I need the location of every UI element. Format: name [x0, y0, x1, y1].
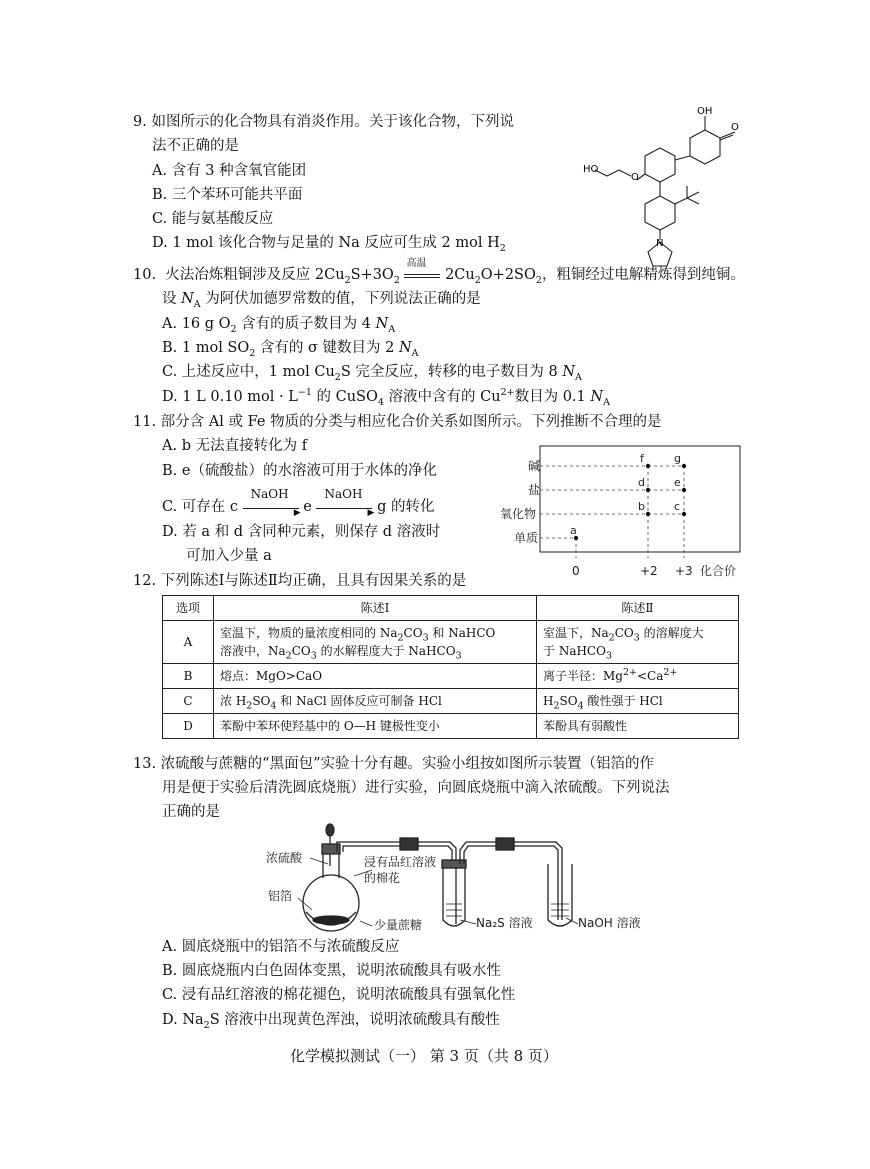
- rubber-connector-1: [400, 838, 418, 850]
- q11-option-a: A. b 无法直接转化为 f: [162, 438, 308, 454]
- benzene-ring-middle: [645, 148, 675, 182]
- ho-label: HO: [583, 164, 599, 175]
- point-b: [646, 512, 650, 516]
- q9-option-c: C. 能与氨基酸反应: [152, 211, 274, 227]
- y-label-oxide: 氧化物: [500, 507, 537, 521]
- label-na2s-solution: Na₂S 溶液: [476, 916, 533, 930]
- q9-option-a: A. 含有 3 种含氧官能团: [152, 163, 307, 179]
- q13-option-a: A. 圆底烧瓶中的铝箔不与浓硫酸反应: [162, 939, 400, 955]
- q12-stem: 12. 下列陈述Ⅰ与陈述Ⅱ均正确，且具有因果关系的是: [133, 573, 467, 589]
- q13-option-d: D. $Na_2S$ 溶液中出现黄色浑浊，说明浓硫酸具有酸性: [162, 1012, 500, 1031]
- y-label-element: 单质: [514, 531, 539, 545]
- q11-valence-chart: [500, 442, 750, 584]
- label-naoh-solution: NaOH 溶液: [578, 916, 641, 930]
- test-tube-na2s: [443, 864, 465, 926]
- point-label-f: f: [640, 452, 644, 465]
- benzene-ring-bottom: [645, 196, 675, 230]
- page-footer: 化学模拟测试（一） 第 3 页（共 8 页）: [290, 1047, 558, 1065]
- q10-option-d: D. 1 L 0.10 mol · $L^{-1}$ 的 CuSO$_4$ 溶液中含有的 $Cu^{2+}$数目为 0.1 $N_A$: [162, 387, 610, 408]
- table-row: A 室温下，物质的量浓度相同的 $Na_2CO_3$ 和 NaHCO 溶液中，$Na_2CO_3$ 的水解程度大于 NaHCO$_3$ 室温下，$Na_2CO_3$ 的溶解度大 于 NaHCO$_3$: [163, 621, 739, 664]
- oh-label: OH: [697, 106, 713, 117]
- table-row: B 熔点：MgO>CaO 离子半径：$Mg^{2+}<Ca^{2+}$: [163, 664, 739, 689]
- rubber-connector-2: [496, 838, 514, 850]
- q9-structure-figure: [575, 100, 745, 270]
- q11-option-b: B. e（硫酸盐）的水溶液可用于水体的净化: [162, 463, 437, 479]
- nitrogen-label: N: [656, 238, 664, 249]
- q9-stem-line1: 9. 如图所示的化合物具有消炎作用。关于该化合物，下列说: [133, 114, 514, 130]
- q10-option-a: A. 16 g $O_2$ 含有的质子数目为 4 $N_A$: [162, 316, 396, 335]
- dropper-bulb: [326, 824, 334, 836]
- q11-option-d-line1: D. 若 a 和 d 含同种元素，则保存 d 溶液时: [162, 524, 441, 540]
- q9-option-b: B. 三个苯环可能共平面: [152, 187, 303, 203]
- label-sucrose: 少量蔗糖: [374, 918, 423, 932]
- table-row: D 苯酚中苯环使羟基中的 O—H 键极性变小 苯酚具有弱酸性: [163, 714, 739, 739]
- benzene-ring-top: [690, 130, 720, 164]
- x-label-plus2: +2: [640, 564, 658, 578]
- x-axis-title: 化合价: [700, 564, 737, 578]
- point-label-g: g: [674, 452, 681, 465]
- q13-stem-line1: 13. 浓硫酸与蔗糖的“黑面包”实验十分有趣。实验小组按如图所示装置（铝箔的作: [133, 756, 654, 772]
- label-conc-sulfuric-acid: 浓硫酸: [266, 851, 303, 865]
- reaction-condition: 高温: [406, 258, 427, 269]
- point-g: [682, 464, 686, 468]
- point-c: [682, 512, 686, 516]
- header-statement-2: 陈述Ⅱ: [537, 596, 739, 621]
- ether-o-label: O: [631, 172, 639, 183]
- y-label-base: 碱: [528, 459, 541, 473]
- q11-option-d-line2: 可加入少量 a: [186, 548, 272, 564]
- table-row: C 浓 $H_2SO_4$ 和 NaCl 固体反应可制备 HCl $H_2SO_4$ 酸性强于 HCl: [163, 689, 739, 714]
- x-label-plus3: +3: [675, 564, 693, 578]
- q13-option-b: B. 圆底烧瓶内白色固体变黑，说明浓硫酸具有吸水性: [162, 963, 501, 979]
- q10-option-b: B. 1 mol $SO_2$ 含有的 σ 键数目为 2 $N_A$: [162, 340, 419, 359]
- q13-stem-line2: 用是便于实验后清洗圆底烧瓶）进行实验，向圆底烧瓶中滴入浓硫酸。下列说法: [162, 780, 670, 796]
- q13-stem-line3: 正确的是: [162, 804, 220, 820]
- q11-stem: 11. 部分含 Al 或 Fe 物质的分类与相应化合价关系如图所示。下列推断不合理的是: [133, 414, 662, 430]
- q9-option-d: D. 1 mol 该化合物与足量的 Na 反应可生成 2 mol $H_2$: [152, 235, 506, 254]
- q12-table: [162, 595, 739, 739]
- point-f: [646, 464, 650, 468]
- label-cotton-line1: 浸有品红溶液: [364, 855, 437, 869]
- header-option: 选项: [163, 596, 214, 621]
- point-label-c: c: [674, 500, 681, 513]
- point-label-a: a: [570, 524, 577, 537]
- header-statement-1: 陈述Ⅰ: [214, 596, 537, 621]
- point-label-e: e: [674, 476, 681, 489]
- q9-stem-line2: 法不正确的是: [152, 138, 239, 154]
- test-tube-naoh: [548, 864, 572, 926]
- label-aluminum-foil: 铝箔: [268, 889, 293, 903]
- q13-apparatus-figure: [260, 820, 660, 938]
- label-cotton-line2: 的棉花: [364, 871, 401, 885]
- point-e: [682, 488, 686, 492]
- point-d: [646, 488, 650, 492]
- q10-stem-line2: 设 $N_A$ 为阿伏加德罗常数的值，下列说法正确的是: [162, 291, 481, 310]
- point-label-d: d: [638, 476, 645, 489]
- y-label-salt: 盐: [528, 483, 541, 497]
- q10-option-c: C. 上述反应中，1 mol $Cu_2S$ 完全反应，转移的电子数目为 8 $N_A$: [162, 364, 582, 383]
- point-label-b: b: [638, 500, 645, 513]
- sucrose-pile: [313, 916, 349, 924]
- x-label-0: 0: [572, 564, 580, 578]
- q13-option-c: C. 浸有品红溶液的棉花褪色，说明浓硫酸具有强氧化性: [162, 987, 516, 1003]
- table-header-row: [163, 596, 739, 621]
- q10-stem-line1: 10. 火法冶炼粗铜涉及反应 $2Cu_2S+3O_2$ 高温 $2Cu_2O+2SO_2$，粗铜经过电解精炼得到纯铜。: [133, 265, 745, 285]
- carbonyl-o-label: O: [731, 122, 739, 133]
- q11-option-c: C. 可存在 c NaOH ▶ e NaOH ▶ g 的转化: [162, 487, 435, 518]
